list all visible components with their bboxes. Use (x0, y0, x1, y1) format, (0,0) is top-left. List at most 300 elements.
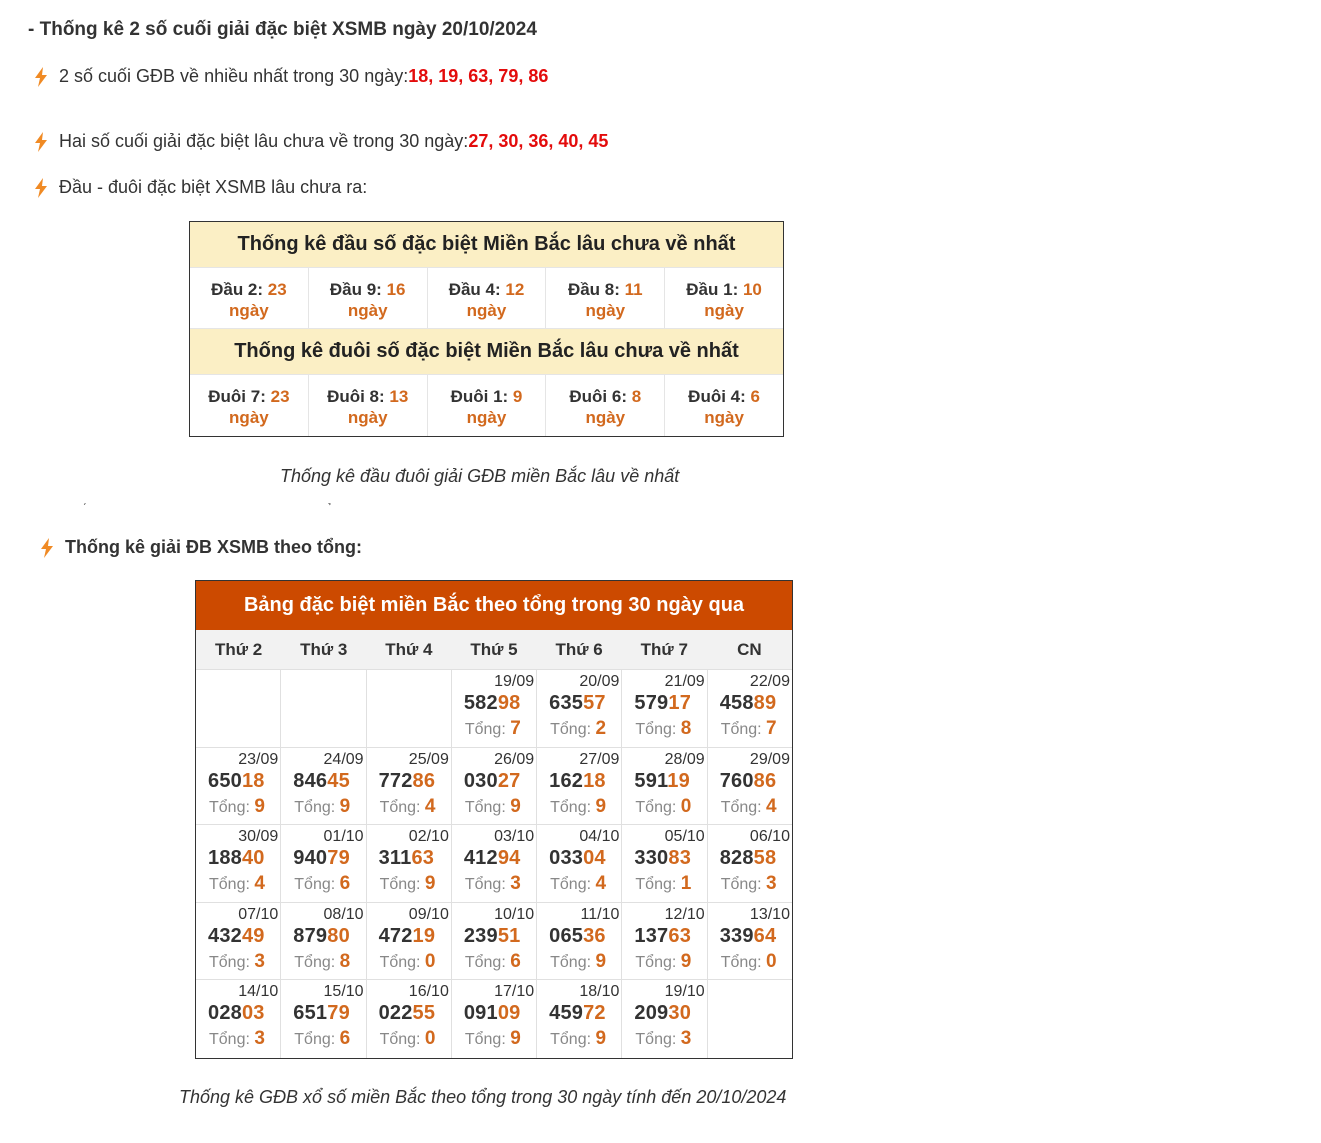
number-head: 339 (719, 924, 754, 947)
sum-value: 6 (339, 873, 351, 895)
day-cell (708, 825, 792, 902)
sum-value: 3 (254, 950, 265, 972)
sum-value: 0 (680, 795, 692, 817)
sum-value: 9 (595, 950, 607, 972)
draw-date: 09/10 (408, 905, 449, 923)
sum-label: Tổng: (464, 798, 511, 816)
sum-value: 9 (254, 795, 265, 817)
day-cell (708, 748, 792, 825)
sum-value: 4 (424, 795, 436, 817)
special-prize-number (293, 1002, 350, 1025)
sum-value: 4 (595, 873, 607, 895)
number-head: 650 (208, 769, 242, 792)
sum-value: 6 (510, 950, 521, 972)
weekday-header: Thứ 4 (385, 640, 433, 659)
special-prize-number (464, 770, 521, 793)
number-tail: 64 (753, 924, 777, 947)
tail-label: Đuôi 4: (688, 387, 751, 406)
head-days-value: 16 (386, 280, 406, 299)
draw-date: 22/09 (749, 673, 790, 690)
sum-value: 9 (595, 795, 607, 817)
number-head: 635 (549, 692, 584, 714)
number-head: 772 (378, 769, 413, 792)
sum-line (465, 1028, 521, 1050)
sum-line (550, 1028, 606, 1050)
tail-cell (546, 375, 665, 436)
special-prize-number (208, 770, 265, 793)
tail-label: Đuôi 1: (450, 387, 513, 406)
weekday-header: Thứ 2 (214, 640, 263, 659)
number-tail: 27 (497, 769, 521, 792)
special-prize-number (379, 1002, 436, 1025)
sum-line (721, 873, 777, 895)
tail-label: Đuôi 6: (569, 387, 632, 406)
special-prize-number (720, 925, 777, 948)
head-cell (665, 268, 783, 328)
number-tail: 36 (583, 924, 606, 947)
number-head: 828 (719, 847, 754, 870)
weekday-header: Thứ 7 (640, 640, 688, 659)
number-head: 033 (549, 847, 584, 870)
article-heading: - Thống kê 2 số cuối giải đặc biệt XSMB ngày 20/10/2024 (28, 19, 537, 40)
sum-line (465, 873, 521, 895)
sum-label: Tổng: (209, 953, 255, 971)
head-table-title: Thống kê đầu số đặc biệt Miền Bắc lâu chưa về nhất (190, 222, 783, 268)
day-cell (452, 748, 537, 825)
number-head: 311 (378, 847, 412, 870)
sum-value: 3 (680, 1028, 692, 1050)
draw-date: 20/09 (579, 673, 620, 690)
number-tail: 83 (668, 847, 692, 870)
weeks-body (196, 670, 792, 1058)
head-unit: ngày (585, 301, 626, 320)
caption-head-tail: Thống kê đầu đuôi giải GĐB miền Bắc lâu về nhất (280, 466, 680, 486)
tail-cell (665, 375, 783, 436)
tail-unit: ngày (704, 408, 744, 427)
draw-date: 19/10 (664, 983, 705, 1001)
sum-label: Tổng: (720, 798, 767, 816)
special-prize-number (549, 692, 606, 715)
sum-line (550, 796, 606, 818)
sum-value: 7 (510, 718, 521, 739)
day-cell (196, 903, 281, 980)
number-tail: 94 (497, 847, 521, 870)
number-head: 582 (463, 692, 498, 714)
tail-cell (428, 375, 547, 436)
head-tail-table (189, 221, 784, 437)
special-prize-number (634, 1002, 691, 1025)
bullet-highlight: 27, 30, 36, 40, 45 (468, 131, 609, 151)
number-tail: 79 (327, 847, 350, 870)
special-prize-number (464, 1002, 521, 1025)
number-head: 760 (719, 769, 754, 792)
draw-date: 06/10 (749, 828, 790, 846)
number-tail: 09 (497, 1002, 521, 1025)
day-cell (537, 748, 622, 825)
sum-label: Tổng: (464, 876, 511, 894)
sum-value: 0 (766, 950, 777, 972)
day-cell (367, 748, 452, 825)
sum-value: 7 (766, 718, 777, 739)
day-cell (622, 825, 707, 902)
sum-label: Tổng: (209, 798, 255, 816)
number-head: 412 (463, 847, 498, 870)
week-row (196, 980, 792, 1058)
day-cell (622, 903, 707, 980)
sum-label: Tổng: (294, 876, 340, 894)
day-cell (367, 903, 452, 980)
draw-date: 12/10 (664, 905, 705, 923)
tail-cell (190, 375, 309, 436)
sum-value: 6 (339, 1028, 351, 1050)
number-tail: 55 (412, 1002, 436, 1025)
number-tail: 98 (497, 692, 521, 714)
sum-label: Tổng: (720, 721, 767, 738)
tail-cell (309, 375, 428, 436)
sum-value: 9 (424, 873, 436, 895)
special-prize-number (379, 925, 436, 948)
draw-date: 18/10 (579, 983, 620, 1001)
draw-date: 28/09 (664, 750, 705, 768)
bullet-highlight: 18, 19, 63, 79, 86 (408, 66, 549, 86)
number-head: 432 (208, 924, 242, 947)
head-row (190, 268, 783, 329)
special-prize-number (549, 770, 606, 793)
bullet-long-absent (34, 131, 608, 152)
head-cell (309, 268, 428, 328)
day-cell (708, 670, 792, 747)
draw-date: 23/09 (238, 750, 279, 768)
sum-label: Tổng: (635, 721, 681, 738)
bullet-sum-section (40, 537, 362, 558)
special-prize-number (549, 925, 606, 948)
number-head: 209 (634, 1002, 669, 1025)
sum-value: 3 (254, 1028, 265, 1050)
sum-label: Tổng: (550, 1031, 596, 1049)
number-head: 579 (634, 692, 669, 714)
day-cell (196, 670, 281, 747)
draw-date: 03/10 (494, 828, 535, 846)
tail-days-value: 13 (389, 387, 409, 406)
number-tail: 04 (583, 847, 606, 870)
number-head: 591 (634, 769, 668, 792)
sum-label: Tổng: (550, 876, 596, 894)
sum-label: Tổng: (550, 721, 596, 738)
sum-value: 9 (510, 795, 521, 817)
draw-date: 15/10 (323, 983, 364, 1001)
number-tail: 19 (412, 924, 436, 947)
bullet-text: 2 số cuối GĐB về nhiều nhất trong 30 ngày: (59, 66, 409, 86)
draw-date: 13/10 (749, 905, 790, 923)
sum-label: Tổng: (635, 953, 681, 971)
number-tail: 30 (668, 1002, 692, 1025)
day-cell (622, 748, 707, 825)
sum-value: 2 (595, 718, 607, 739)
number-head: 065 (549, 924, 584, 947)
sum-line (209, 873, 265, 895)
bullet-most-frequent (34, 66, 548, 87)
sum-table (195, 580, 793, 1059)
tail-label: Đuôi 7: (208, 387, 271, 406)
sum-label: Tổng: (379, 1031, 425, 1049)
draw-date: 17/10 (494, 983, 535, 1001)
sum-label: Tổng: (635, 1031, 681, 1049)
special-prize-number (720, 692, 777, 715)
special-prize-number (464, 692, 521, 715)
lightning-bolt-icon (34, 178, 48, 198)
day-cell (622, 670, 707, 747)
sum-line (721, 718, 777, 740)
sum-line (721, 951, 777, 973)
number-head: 940 (293, 847, 328, 870)
number-head: 459 (549, 1002, 584, 1025)
special-prize-number (549, 1002, 606, 1025)
special-prize-number (464, 925, 521, 948)
sum-value: 0 (424, 950, 436, 972)
sum-line (209, 951, 265, 973)
sum-value: 4 (254, 873, 265, 895)
sum-label: Tổng: (635, 876, 681, 894)
day-cell (537, 980, 622, 1058)
lightning-bolt-icon (40, 538, 54, 558)
special-prize-number (549, 847, 606, 870)
number-tail: 19 (667, 769, 690, 792)
head-cell (190, 268, 309, 328)
sum-value: 9 (510, 1028, 521, 1050)
special-prize-number (634, 847, 691, 870)
number-head: 091 (463, 1002, 498, 1025)
sum-line (380, 796, 436, 818)
number-head: 137 (634, 924, 669, 947)
head-unit: ngày (704, 301, 744, 320)
sum-value: 9 (595, 1028, 607, 1050)
number-head: 239 (463, 924, 498, 947)
number-head: 030 (463, 769, 498, 792)
sum-label: Tổng: (464, 953, 511, 971)
caption-sum: Thống kê GĐB xổ số miền Bắc theo tổng trong 30 ngày tính đến 20/10/2024 (179, 1087, 787, 1107)
number-tail: 86 (753, 769, 777, 792)
day-cell (281, 670, 366, 747)
number-head: 022 (378, 1002, 413, 1025)
special-prize-number (208, 925, 265, 948)
week-row (196, 670, 792, 748)
sum-label: Tổng: (720, 876, 767, 894)
day-cell (452, 670, 537, 747)
day-cell (196, 825, 281, 902)
draw-date: 26/09 (494, 750, 535, 768)
lightning-bolt-icon (34, 67, 48, 87)
draw-date: 24/09 (323, 750, 364, 768)
number-tail: 49 (241, 924, 265, 947)
sum-line (380, 873, 436, 895)
special-prize-number (208, 847, 265, 870)
draw-date: 01/10 (323, 828, 364, 846)
draw-date: 30/09 (238, 828, 279, 846)
day-cell (622, 980, 707, 1058)
special-prize-number (379, 770, 436, 793)
tail-unit: ngày (229, 408, 269, 427)
tail-row (190, 375, 783, 436)
special-prize-number (634, 925, 691, 948)
sum-line (635, 796, 691, 818)
sum-label: Tổng: (294, 1031, 340, 1049)
head-label: Đầu 1: (686, 280, 743, 299)
sum-label: Tổng: (550, 798, 596, 816)
sum-line (380, 951, 436, 973)
day-cell (708, 903, 792, 980)
number-head: 188 (208, 847, 242, 870)
number-tail: 17 (668, 692, 692, 714)
special-prize-number (293, 847, 350, 870)
day-cell (281, 980, 366, 1058)
draw-date: 05/10 (664, 828, 705, 846)
number-tail: 89 (753, 692, 777, 714)
day-cell (452, 980, 537, 1058)
number-head: 472 (378, 924, 413, 947)
number-tail: 72 (583, 1002, 606, 1025)
bullet-head-tail (34, 177, 367, 198)
number-tail: 18 (241, 769, 265, 792)
sum-line (294, 796, 350, 818)
sum-line (635, 873, 691, 895)
head-cell (428, 268, 547, 328)
sum-label: Tổng: (720, 953, 767, 971)
weekday-header: Thứ 3 (300, 640, 348, 659)
sum-line (465, 796, 521, 818)
day-cell (537, 670, 622, 747)
number-tail: 63 (668, 924, 692, 947)
draw-date: 14/10 (238, 983, 279, 1001)
sum-line (550, 718, 606, 740)
head-days-value: 23 (267, 280, 287, 299)
head-label: Đầu 4: (448, 280, 506, 299)
sum-line (294, 1028, 350, 1050)
day-cell (452, 903, 537, 980)
sum-label: Tổng: (464, 721, 511, 738)
day-cell (367, 980, 452, 1058)
draw-date: 04/10 (579, 828, 620, 846)
sum-value: 1 (680, 873, 692, 895)
head-label: Đầu 8: (567, 280, 625, 299)
draw-date: 08/10 (323, 905, 364, 923)
sum-value: 4 (766, 795, 777, 817)
number-tail: 86 (412, 769, 436, 792)
weekday-header: Thứ 5 (470, 640, 518, 659)
sum-label: Tổng: (209, 876, 255, 894)
sum-line (635, 951, 691, 973)
sum-value: 0 (424, 1028, 436, 1050)
sum-line (209, 1028, 265, 1050)
number-head: 879 (293, 924, 328, 947)
day-cell (367, 670, 452, 747)
draw-date: 10/10 (494, 905, 535, 923)
day-cell (537, 825, 622, 902)
day-cell (281, 903, 366, 980)
special-prize-number (464, 847, 521, 870)
tail-days-value: 23 (270, 387, 290, 406)
sum-line (635, 1028, 691, 1050)
day-cell (196, 980, 281, 1058)
sum-line (294, 951, 350, 973)
draw-date: 11/10 (580, 905, 620, 923)
number-tail: 58 (753, 847, 777, 870)
sum-label: Tổng: (464, 1031, 511, 1049)
draw-date: 21/09 (664, 673, 705, 690)
tail-unit: ngày (585, 408, 626, 427)
sum-value: 3 (510, 873, 521, 895)
draw-date: 25/09 (408, 750, 449, 768)
head-label: Đầu 9: (329, 280, 387, 299)
bullet-text: Đầu - đuôi đặc biệt XSMB lâu chưa ra: (59, 177, 368, 197)
lightning-bolt-icon (34, 132, 48, 152)
sum-label: Tổng: (379, 798, 425, 816)
number-tail: 18 (583, 769, 606, 792)
sum-line (721, 796, 777, 818)
sum-label: Tổng: (209, 1031, 255, 1049)
day-cell (537, 903, 622, 980)
tail-label: Đuôi 8: (327, 387, 390, 406)
sum-line (635, 718, 691, 740)
tail-table-title: Thống kê đuôi số đặc biệt Miền Bắc lâu chưa về nhất (190, 329, 783, 375)
number-tail: 45 (327, 769, 350, 792)
number-head: 651 (293, 1002, 328, 1025)
sum-line (209, 796, 265, 818)
head-label: Đầu 2: (211, 280, 268, 299)
number-tail: 80 (327, 924, 350, 947)
head-unit: ngày (229, 301, 269, 320)
draw-date: 07/10 (238, 905, 279, 923)
sum-value: 9 (680, 950, 692, 972)
tail-unit: ngày (466, 408, 507, 427)
sum-line (550, 951, 606, 973)
weekday-header: Thứ 6 (555, 640, 603, 659)
special-prize-number (293, 770, 350, 793)
number-tail: 79 (327, 1002, 350, 1025)
week-row (196, 748, 792, 826)
tail-days-value: 6 (750, 387, 760, 406)
draw-date: 16/10 (408, 983, 449, 1001)
sum-line (465, 718, 521, 740)
day-cell (708, 980, 792, 1058)
tail-unit: ngày (347, 408, 388, 427)
day-cell (281, 825, 366, 902)
number-tail: 03 (241, 1002, 265, 1025)
head-days-value: 12 (505, 280, 525, 299)
day-cell (367, 825, 452, 902)
tail-days-value: 9 (512, 387, 523, 406)
weekday-header-row (196, 630, 792, 670)
special-prize-number (720, 847, 777, 870)
number-tail: 63 (411, 847, 435, 870)
sum-line (550, 873, 606, 895)
number-head: 162 (549, 769, 584, 792)
special-prize-number (379, 847, 435, 870)
head-unit: ngày (466, 301, 507, 320)
number-head: 846 (293, 769, 328, 792)
day-cell (452, 825, 537, 902)
number-head: 330 (634, 847, 669, 870)
number-tail: 57 (583, 692, 606, 714)
bullet-text: Hai số cuối giải đặc biệt lâu chưa về trong 30 ngày: (59, 131, 469, 151)
section-label: Thống kê giải ĐB XSMB theo tổng: (65, 537, 362, 557)
sum-label: Tổng: (635, 798, 681, 816)
sum-line (380, 1028, 436, 1050)
sum-value: 8 (339, 950, 351, 972)
sum-label: Tổng: (379, 953, 425, 971)
day-cell (281, 748, 366, 825)
week-row (196, 825, 792, 903)
sum-value: 3 (766, 873, 777, 895)
